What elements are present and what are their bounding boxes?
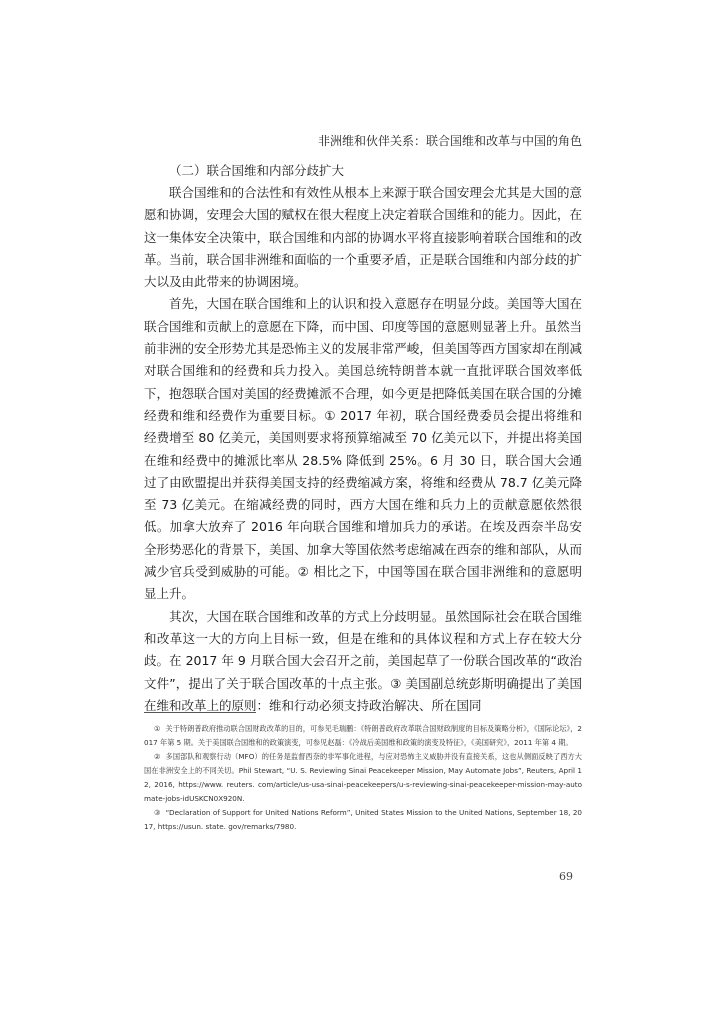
running-header: 非洲维和伙伴关系：联合国维和改革与中国的角色 [317,134,582,148]
page-number: 69 [559,870,573,883]
footnote-separator [144,712,256,713]
footnote-marker: ② [154,752,161,761]
body-paragraph-1: 联合国维和的合法性和有效性从根本上来源于联合国安理会尤其是大国的意愿和协调，安理会大国的赋权在很大程度上决定着联合国维和的能力。因此，在这一集体安全决策中，联合国维和内部的协调水平将直接影响着联合国维和的改革。当前，联合国非洲维和面临的一个重要矛盾，正是联合国维和内部分歧的扩大以及由此带来的协调困境。 [144,185,582,290]
footnotes [144,722,582,834]
main-content [144,160,582,717]
footnote-marker: ① [154,724,161,733]
footnote-text: 关于特朗普政府推动联合国财政改革的目的，可参见毛瑞鹏：《特朗普政府改革联合国财政制度的目标及策略分析》，《国际论坛》，2017 年第 5 期。关于美国联合国维和的政策演变，可参见赵磊：《冷战后美国维和政策的演变及特征》，《美国研究》，2011 年第 4 期。 [144,724,582,747]
section-heading: （二）联合国维和内部分歧扩大 [169,163,345,178]
footnote-marker: ③ [154,808,161,817]
footnote-1 [144,722,582,750]
body-paragraph-3: 其次，大国在联合国维和改革的方式上分歧明显。虽然国际社会在联合国维和改革这一大的方向上目标一致，但是在维和的具体议程和方式上存在较大分歧。在 2017 年 9 月联合国大会召开之前，美国起草了一份联合国改革的“政治文件”，提出了关于联合国改革的十点主张。③ 美国副总统彭斯明确提出了美国在维和改革上的原则：维和行动必须支持政治解决、所在国同 [144,608,582,713]
footnote-2 [144,750,582,806]
footnote-3 [144,806,582,834]
footnote-text: 多国部队和观察行动（MFO）的任务是监督西奈的非军事化进程，与应对恐怖主义威胁并没有直接关系，这也从侧面反映了西方大国在非洲安全上的不同关切。Phil Stewart, “U. S. Reviewing Sinai Peacekeeper Mission, May Automate Jobs”, Reuters, April 12, 2016, https://www. reuters. com/article/us-usa-sinai-peacekeepers/u-s-reviewing-sinai-peacekeeper-mission-may-automate-jobs-idUSKCN0X920N. [144,752,582,803]
body-paragraph-2: 首先，大国在联合国维和上的认识和投入意愿存在明显分歧。美国等大国在联合国维和贡献上的意愿在下降，而中国、印度等国的意愿则显著上升。虽然当前非洲的安全形势尤其是恐怖主义的发展非常严峻，但美国等西方国家却在削减对联合国维和的经费和兵力投入。美国总统特朗普本就一直批评联合国效率低下，抱怨联合国对美国的经费摊派不合理，如今更是把降低美国在联合国的分摊经费和维和经费作为重要目标。① 2017 年初，联合国经费委员会提出将维和经费增至 80 亿美元，美国则要求将预算缩减至 70 亿美元以下，并提出将美国在维和经费中的摊派比率从 28.5% 降低到 25%。6 月 30 日，联合国大会通过了由欧盟提出并获得美国支持的经费缩减方案，将维和经费从 78.7 亿美元降至 73 亿美元。在缩减经费的同时，西方大国在维和兵力上的贡献意愿依然很低。加拿大放弃了 2016 年向联合国维和增加兵力的承诺。在埃及西奈半岛安全形势恶化的背景下，美国、加拿大等国依然考虑缩减在西奈的维和部队，从而减少官兵受到威胁的可能。② 相比之下，中国等国在联合国非洲维和的意愿明显上升。 [144,296,582,602]
footnote-text: “Declaration of Support for United Nations Reform”, United States Mission to the United Nations, September 18, 2017, https://usun. state. gov/remarks/7980. [144,808,582,831]
